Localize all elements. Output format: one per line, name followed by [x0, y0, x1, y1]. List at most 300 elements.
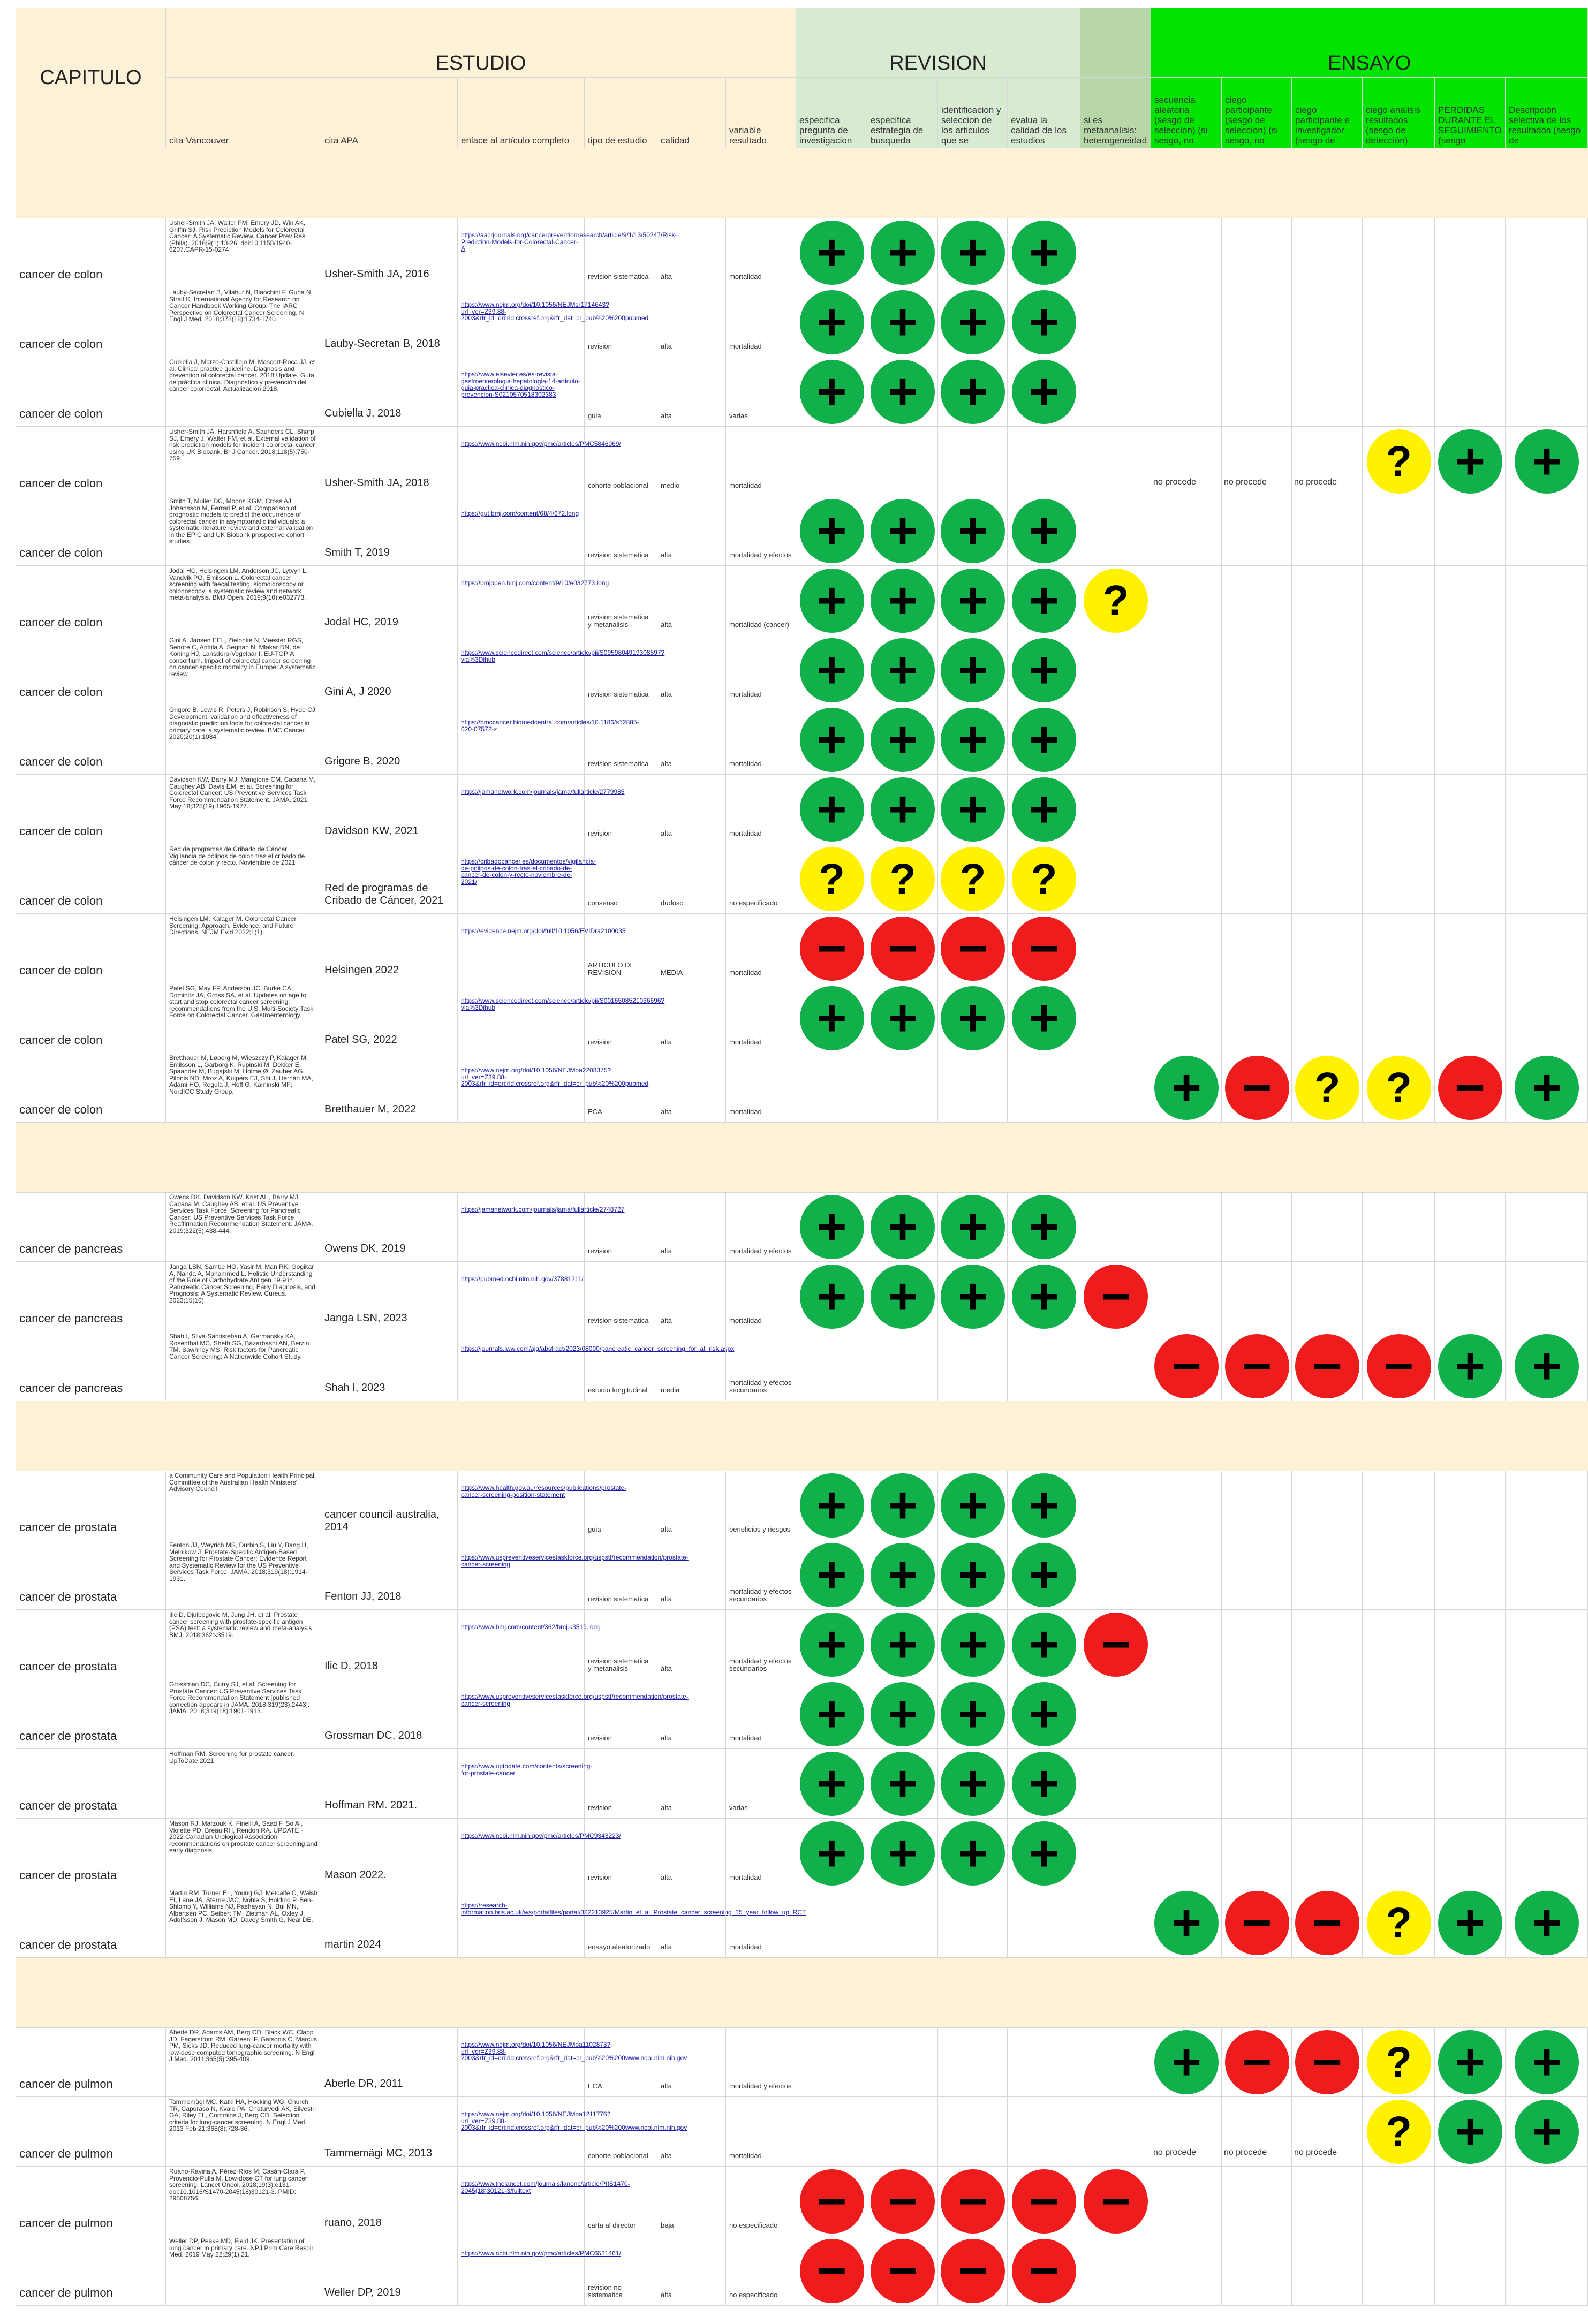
- study-type: revision: [585, 1819, 657, 1888]
- assessment-cell: [796, 2027, 867, 2097]
- article-link[interactable]: https://www.thelancet.com/journals/lanonc/article/PIIS1470-2045(18)30121-3/fulltext: [461, 2180, 630, 2194]
- assessment-cell: [1435, 566, 1506, 635]
- assessment-cell: [1080, 983, 1151, 1053]
- plus-icon: +: [1438, 2100, 1502, 2164]
- assessment-cell: [1008, 2097, 1080, 2167]
- assessment-cell: [1151, 287, 1222, 357]
- assessment-cell: [1363, 1819, 1435, 1888]
- outcome-cell: no especificado: [726, 2236, 796, 2306]
- assessment-cell: [1292, 287, 1363, 357]
- article-link[interactable]: https://jamanetwork.com/journals/jama/fullarticle/2779985: [461, 788, 625, 796]
- assessment-cell: [938, 427, 1008, 496]
- assessment-cell: [1080, 2097, 1151, 2167]
- assessment-cell: [1363, 1331, 1435, 1401]
- assessment-cell: [867, 775, 938, 844]
- assessment-cell: [867, 357, 938, 427]
- chapter-cell: cancer de colon: [16, 218, 166, 287]
- assessment-cell: [867, 2027, 938, 2097]
- assessment-cell: [1506, 1749, 1588, 1819]
- assessment-cell: [867, 287, 938, 357]
- column-header: ciego analisis resultados (sesgo de detección): [1363, 78, 1435, 148]
- outcome-cell: mortalidad: [726, 1679, 796, 1749]
- article-link[interactable]: https://www.nejm.org/doi/10.1056/NEJMoa1102873?url_ver=Z39.88-2003&rfr_id=ori:rid:crossref.org&rfr_dat=cr_pub%20%200www.ncbi.nlm.nih.gov: [461, 2041, 687, 2062]
- vancouver-citation: Fenton JJ, Weyrich MS, Durbin S, Liu Y, Bang H, Melnikow J. Prostate-Specific Antigen-Based Screening for Prostate Cancer: Evidence Report and Systematic Review for the US Preventive Services Task Force. JAMA. 2018;319(18):1914-1931.: [166, 1540, 321, 1610]
- assessment-cell: [1222, 566, 1292, 635]
- assessment-cell: [1080, 1471, 1151, 1540]
- plus-icon: +: [800, 708, 864, 772]
- assessment-cell: [1080, 287, 1151, 357]
- assessment-cell: [1008, 914, 1080, 983]
- chapter-cell: cancer de pancreas: [16, 1192, 166, 1262]
- quality-cell: alta: [657, 566, 726, 635]
- outcome-cell: mortalidad y efectos: [726, 496, 796, 566]
- plus-icon: +: [1515, 1891, 1579, 1955]
- minus-icon: −: [941, 2239, 1005, 2303]
- assessment-cell: [1222, 914, 1292, 983]
- plus-icon: +: [800, 1543, 864, 1607]
- plus-icon: +: [1012, 986, 1076, 1050]
- plus-icon: +: [871, 708, 935, 772]
- article-link[interactable]: https://www.uspreventiveservicestaskforce.org/uspstf/recommendation/prostate-cancer-screening: [461, 1554, 689, 1568]
- assessment-cell: [1292, 2027, 1363, 2097]
- article-link[interactable]: https://pubmed.ncbi.nlm.nih.gov/37881211/: [461, 1275, 584, 1283]
- column-header: cita Vancouver: [166, 78, 321, 148]
- assessment-cell: [1435, 1749, 1506, 1819]
- article-link[interactable]: https://journals.lww.com/ajg/abstract/2023/08000/pancreatic_cancer_screening_for_at_risk.aspx: [461, 1345, 735, 1352]
- assessment-cell: [938, 1192, 1008, 1262]
- chapter-cell: cancer de pulmon: [16, 2167, 166, 2236]
- chapter-cell: cancer de colon: [16, 496, 166, 566]
- minus-icon: −: [1295, 1334, 1359, 1398]
- plus-icon: +: [941, 499, 1005, 563]
- assessment-cell: [1222, 2236, 1292, 2306]
- outcome-cell: mortalidad: [726, 1262, 796, 1331]
- plus-icon: +: [1515, 1056, 1579, 1120]
- assessment-cell: [938, 1331, 1008, 1401]
- outcome-cell: mortalidad: [726, 914, 796, 983]
- assessment-cell: [1292, 775, 1363, 844]
- chapter-cell: cancer de colon: [16, 705, 166, 775]
- assessment-cell: [1506, 566, 1588, 635]
- assessment-cell: [1363, 2027, 1435, 2097]
- assessment-cell: [796, 218, 867, 287]
- assessment-cell: [1292, 1819, 1363, 1888]
- no-procede-label: no procede: [1151, 427, 1222, 496]
- assessment-cell: [1435, 2027, 1506, 2097]
- quality-cell: alta: [657, 1262, 726, 1331]
- outcome-cell: no especificado: [726, 2167, 796, 2236]
- apa-citation: Grossman DC, 2018: [321, 1679, 458, 1749]
- question-icon: ?: [1367, 2030, 1431, 2094]
- plus-icon: +: [1012, 499, 1076, 563]
- chapter-cell: cancer de prostata: [16, 1888, 166, 1958]
- assessment-cell: [796, 1819, 867, 1888]
- assessment-cell: [1363, 775, 1435, 844]
- assessment-cell: [1435, 218, 1506, 287]
- article-link[interactable]: https://www.ncbi.nlm.nih.gov/pmc/articles/PMC6531461/: [461, 2250, 621, 2257]
- header-ensayo: ENSAYO: [1151, 8, 1588, 78]
- column-header: ciego participante e investigador (sesgo de: [1292, 78, 1363, 148]
- assessment-cell: [1506, 844, 1588, 914]
- plus-icon: +: [800, 1613, 864, 1677]
- article-link[interactable]: https://gut.bmj.com/content/68/4/672.long: [461, 510, 579, 517]
- study-type: revision sistematica: [585, 496, 657, 566]
- plus-icon: +: [941, 221, 1005, 285]
- assessment-cell: [938, 1679, 1008, 1749]
- quality-cell: alta: [657, 2027, 726, 2097]
- article-link[interactable]: https://www.nejm.org/doi/10.1056/NEJMoa1211776?url_ver=Z39.88-2003&rfr_id=ori:rid:crossref.org&rfr_dat=cr_pub%20%200www.ncbi.nlm.nih.gov: [461, 2110, 687, 2131]
- plus-icon: +: [941, 290, 1005, 354]
- plus-icon: +: [871, 499, 935, 563]
- section-band: [16, 148, 1588, 218]
- assessment-cell: [1151, 635, 1222, 705]
- plus-icon: +: [800, 986, 864, 1050]
- assessment-cell: [796, 496, 867, 566]
- plus-icon: +: [871, 360, 935, 424]
- article-link[interactable]: https://bmjopen.bmj.com/content/9/10/e032773.long: [461, 579, 609, 587]
- assessment-cell: [1151, 218, 1222, 287]
- assessment-cell: [1435, 775, 1506, 844]
- vancouver-citation: Cubiella J, Marzo-Castillejo M, Mascort-Roca JJ, et al. Clinical practice guideline. Diagnosis and prevention of colorectal cancer. 2018 Update. Guía de práctica clínica. Diagnóstico y prevención del cáncer colorrectal. Actualización 2018.: [166, 357, 321, 427]
- assessment-cell: [796, 983, 867, 1053]
- assessment-cell: [1080, 1888, 1151, 1958]
- plus-icon: +: [1154, 1891, 1219, 1955]
- quality-cell: baja: [657, 2167, 726, 2236]
- assessment-cell: [1008, 2027, 1080, 2097]
- assessment-cell: [1008, 1053, 1080, 1123]
- apa-citation: cancer council australia, 2014: [321, 1471, 458, 1540]
- assessment-cell: [1292, 1192, 1363, 1262]
- article-link[interactable]: https://www.health.gov.au/resources/publications/prostate-cancer-screening-position-statement: [461, 1484, 627, 1498]
- assessment-cell: [1435, 2236, 1506, 2306]
- outcome-cell: mortalidad: [726, 287, 796, 357]
- link-cell: [458, 844, 596, 914]
- assessment-cell: [1080, 2167, 1151, 2236]
- assessment-cell: [1151, 775, 1222, 844]
- apa-citation: Lauby-Secretan B, 2018: [321, 287, 458, 357]
- assessment-cell: [1151, 1471, 1222, 1540]
- assessment-cell: [938, 496, 1008, 566]
- assessment-cell: [1008, 1749, 1080, 1819]
- assessment-cell: [938, 983, 1008, 1053]
- apa-citation: ruano, 2018: [321, 2167, 458, 2236]
- assessment-cell: [938, 705, 1008, 775]
- article-link[interactable]: https://www.sciencedirect.com/science/article/pii/S0959804919308597?via%3Dihub: [461, 649, 665, 663]
- article-link[interactable]: https://www.uspreventiveservicestaskforce.org/uspstf/recommendation/prostate-cancer-screening: [461, 1693, 689, 1707]
- assessment-cell: [938, 1888, 1008, 1958]
- plus-icon: +: [871, 221, 935, 285]
- assessment-cell: [796, 1610, 867, 1679]
- no-procede-label: no procede: [1222, 427, 1292, 496]
- apa-citation: Weller DP, 2019: [321, 2236, 458, 2306]
- assessment-cell: [796, 914, 867, 983]
- link-cell: [458, 1610, 601, 1679]
- assessment-cell: [1008, 1471, 1080, 1540]
- minus-icon: −: [1225, 1056, 1289, 1120]
- chapter-cell: cancer de colon: [16, 635, 166, 705]
- minus-icon: −: [1225, 2030, 1289, 2094]
- plus-icon: +: [941, 360, 1005, 424]
- assessment-cell: [1363, 914, 1435, 983]
- assessment-cell: [1222, 496, 1292, 566]
- study-type: ECA: [585, 2027, 657, 2097]
- outcome-cell: mortalidad: [726, 1819, 796, 1888]
- assessment-cell: [938, 1471, 1008, 1540]
- assessment-cell: [1506, 914, 1588, 983]
- assessment-cell: [1222, 844, 1292, 914]
- assessment-cell: [938, 1610, 1008, 1679]
- assessment-cell: [796, 705, 867, 775]
- assessment-cell: [1008, 775, 1080, 844]
- quality-cell: alta: [657, 357, 726, 427]
- vancouver-citation: Mason RJ, Marzouk K, Finelli A, Saad F, So AI, Violette PD, Breau RH, Rendon RA. UPDATE - 2022 Canadian Urological Association recommendations on prostate cancer screening and early diagnosis.: [166, 1819, 321, 1888]
- assessment-cell: [796, 1679, 867, 1749]
- plus-icon: +: [800, 1473, 864, 1538]
- assessment-cell: [796, 1053, 867, 1123]
- chapter-cell: cancer de colon: [16, 427, 166, 496]
- vancouver-citation: Davidson KW, Barry MJ, Mangione CM, Cabana M, Caughey AB, Davis EM, et al. Screening for Colorectal Cancer: US Preventive Services Task Force Recommendation Statement. JAMA. 2021 May 18;325(19):1965-1977.: [166, 775, 321, 844]
- assessment-cell: [1008, 287, 1080, 357]
- article-link[interactable]: https://evidence.nejm.org/doi/full/10.1056/EVIDra2100035: [461, 927, 626, 935]
- article-link[interactable]: https://www.ncbi.nlm.nih.gov/pmc/articles/PMC9343223/: [461, 1832, 621, 1839]
- column-header: secuencia aleatoria (sesgo de seleccion) (si sesgo, no: [1151, 78, 1222, 148]
- assessment-cell: [867, 566, 938, 635]
- quality-cell: alta: [657, 2236, 726, 2306]
- assessment-cell: [1080, 1819, 1151, 1888]
- study-type: carta al director: [585, 2167, 657, 2236]
- assessment-cell: [1292, 635, 1363, 705]
- question-icon: ?: [1367, 2100, 1431, 2164]
- assessment-cell: [1363, 983, 1435, 1053]
- plus-icon: +: [800, 777, 864, 842]
- assessment-cell: [1292, 218, 1363, 287]
- plus-icon: +: [1012, 1265, 1076, 1329]
- vancouver-citation: Owens DK, Davidson KW, Krist AH, Barry MJ, Cabana M, Caughey AB, et al. US Preventive Services Task Force. Screening for Pancreatic Cancer: US Preventive Services Task Force Reaffirmation Recommendation Statement. JAMA. 2019;322(5):438-444.: [166, 1192, 321, 1262]
- article-link[interactable]: https://www.ncbi.nlm.nih.gov/pmc/articles/PMC5846069/: [461, 440, 621, 448]
- outcome-cell: mortalidad y efectos secundarios: [726, 1610, 796, 1679]
- plus-icon: +: [941, 569, 1005, 633]
- assessment-cell: [1151, 914, 1222, 983]
- vancouver-citation: Shah I, Silva-Santisteban A, Germansky KA, Rosenthal MC, Sheth SG, Bazarbashi AN, Berzin TM, Sawhney MS. Risk factors for Pancreatic Cancer Screening: A Nationwide Cohort Study.: [166, 1331, 321, 1401]
- assessment-cell: [867, 1053, 938, 1123]
- outcome-cell: mortalidad: [726, 635, 796, 705]
- assessment-cell: [1222, 1819, 1292, 1888]
- column-header: calidad: [657, 78, 726, 148]
- quality-cell: alta: [657, 1888, 726, 1958]
- assessment-cell: [1435, 1471, 1506, 1540]
- assessment-cell: [1506, 218, 1588, 287]
- assessment-cell: [1292, 2236, 1363, 2306]
- quality-cell: medio: [657, 427, 726, 496]
- vancouver-citation: Weller DP, Peake MD, Field JK. Presentation of lung cancer in primary care. NPJ Prim Care Respir Med. 2019 May 22;29(1):21.: [166, 2236, 321, 2306]
- article-link[interactable]: https://www.bmj.com/content/362/bmj.k3519.long: [461, 1623, 601, 1631]
- assessment-cell: [1151, 1819, 1222, 1888]
- assessment-cell: [1506, 705, 1588, 775]
- assessment-cell: [1506, 775, 1588, 844]
- assessment-cell: [938, 2236, 1008, 2306]
- assessment-cell: [938, 1749, 1008, 1819]
- vancouver-citation: Red de programas de Cribado de Cáncer. Vigilancia de pólipos de colon tras el cribado de cáncer de colon y recto. Noviembre de 2021: [166, 844, 321, 914]
- assessment-cell: [867, 1540, 938, 1610]
- question-icon: ?: [1367, 1891, 1431, 1955]
- vancouver-citation: Patel SG, May FP, Anderson JC, Burke CA, Dominitz JA, Gross SA, et al. Updates on age to start and stop colorectal cancer screening: recommendations from the U.S. Multi-Society Task Force on Colorectal Cancer. Gastroenterology.: [166, 983, 321, 1053]
- plus-icon: +: [1012, 1682, 1076, 1746]
- apa-citation: Smith T, 2019: [321, 496, 458, 566]
- assessment-cell: [1151, 1888, 1222, 1958]
- study-type: guia: [585, 1471, 657, 1540]
- plus-icon: +: [800, 499, 864, 563]
- plus-icon: +: [1012, 1613, 1076, 1677]
- plus-icon: +: [1012, 569, 1076, 633]
- assessment-cell: [1506, 357, 1588, 427]
- chapter-cell: cancer de prostata: [16, 1679, 166, 1749]
- assessment-cell: [1292, 1262, 1363, 1331]
- question-icon: ?: [871, 847, 935, 911]
- link-cell: [458, 496, 585, 566]
- study-type: revision: [585, 1749, 657, 1819]
- assessment-cell: [1008, 566, 1080, 635]
- apa-citation: Hoffman RM. 2021.: [321, 1749, 458, 1819]
- article-link[interactable]: https://research-information.bris.ac.uk/ws/portalfiles/portal/382213925/Martin_et_al_Prostate_cancer_screening_15_year_follow_up_RCT: [461, 1902, 806, 1916]
- assessment-cell: [1435, 844, 1506, 914]
- column-header: variable resultado: [726, 78, 796, 148]
- plus-icon: +: [1515, 2100, 1579, 2164]
- assessment-cell: [1363, 566, 1435, 635]
- assessment-cell: [1435, 496, 1506, 566]
- quality-cell: alta: [657, 1192, 726, 1262]
- assessment-cell: [1080, 496, 1151, 566]
- plus-icon: +: [1438, 1334, 1502, 1398]
- assessment-cell: [1506, 1053, 1588, 1123]
- assessment-cell: [1080, 635, 1151, 705]
- minus-icon: −: [1225, 1334, 1289, 1398]
- chapter-cell: cancer de prostata: [16, 1819, 166, 1888]
- apa-citation: Aberle DR, 2011: [321, 2027, 458, 2097]
- column-header: ciego participante (sesgo de seleccion) (si sesgo, no: [1222, 78, 1292, 148]
- assessment-cell: [1506, 1888, 1588, 1958]
- assessment-cell: [1151, 1262, 1222, 1331]
- plus-icon: +: [1012, 1195, 1076, 1259]
- column-header: si es metaanalisis: heterogeneidad: [1080, 78, 1151, 148]
- assessment-cell: [1008, 844, 1080, 914]
- article-link[interactable]: https://www.elsevier.es/es-revista-gastroenterologia-hepatologia-14-articulo-guia-practica-clinica-diagnostico-prevencion-S0210570518302383: [461, 370, 580, 398]
- assessment-cell: [1435, 1888, 1506, 1958]
- assessment-cell: [796, 357, 867, 427]
- vancouver-citation: Smith T, Muller DC, Moons KGM, Cross AJ, Johansson M, Ferrari P, et al. Comparison of prognostic models to predict the occurrence of colorectal cancer in asymptomatic individuals: a systematic literature review and external validation in the EPIC and UK Biobank prospective cohort studies.: [166, 496, 321, 566]
- apa-citation: Ilic D, 2018: [321, 1610, 458, 1679]
- outcome-cell: mortalidad y efectos secundarios: [726, 1540, 796, 1610]
- article-link[interactable]: https://www.nejm.org/doi/10.1056/NEJMsr1714643?url_ver=Z39.88-2003&rfr_id=ori:rid:crossref.org&rfr_dat=cr_pub%20%200pubmed: [461, 301, 649, 322]
- plus-icon: +: [871, 569, 935, 633]
- study-type: revision: [585, 1679, 657, 1749]
- assessment-cell: [1506, 2236, 1588, 2306]
- assessment-cell: [1008, 2167, 1080, 2236]
- assessment-cell: [1222, 1749, 1292, 1819]
- assessment-cell: [1435, 1262, 1506, 1331]
- vancouver-citation: Martin RM, Turner EL, Young GJ, Metcalfe C, Walsh EI, Lane JA, Sterne JAC, Noble S, Holding P, Ben-Shlomo Y, Williams NJ, Pashayan N, Bui MN, Albertsen PC, Seibert TM, Zietman AL, Oxley J, Adolfsson J, Mason MD, Davey Smith G, Neal DE.: [166, 1888, 321, 1958]
- no-procede-label: no procede: [1292, 427, 1363, 496]
- plus-icon: +: [941, 1613, 1005, 1677]
- assessment-cell: [1151, 1331, 1222, 1401]
- assessment-cell: [1222, 218, 1292, 287]
- assessment-cell: [1151, 705, 1222, 775]
- assessment-cell: [796, 2097, 867, 2167]
- assessment-cell: [1222, 1053, 1292, 1123]
- article-link[interactable]: https://aacrjournals.org/cancerpreventionresearch/article/9/1/13/50247/Risk-Prediction-Models-for-Colorectal-Cancer-A: [461, 231, 677, 252]
- minus-icon: −: [1154, 1334, 1219, 1398]
- outcome-cell: no especificado: [726, 844, 796, 914]
- outcome-cell: mortalidad: [726, 1888, 796, 1958]
- outcome-cell: mortalidad: [726, 427, 796, 496]
- apa-citation: martin 2024: [321, 1888, 458, 1958]
- article-link[interactable]: https://cribadocancer.es/documentos/vigilancia-de-polipos-de-colon-tras-el-cribado-de-cancer-de-colon-y-recto-noviembre-de-2021/: [461, 858, 596, 885]
- study-type: revision sistematica: [585, 1540, 657, 1610]
- article-link[interactable]: https://bmccancer.biomedcentral.com/articles/10.1186/s12885-020-07572-z: [461, 718, 639, 733]
- assessment-cell: [938, 844, 1008, 914]
- column-header: tipo de estudio: [585, 78, 657, 148]
- outcome-cell: mortalidad: [726, 775, 796, 844]
- minus-icon: −: [1084, 1265, 1148, 1329]
- article-link[interactable]: https://jamanetwork.com/journals/jama/fullarticle/2748727: [461, 1206, 625, 1213]
- assessment-cell: [1363, 1471, 1435, 1540]
- assessment-cell: [1506, 635, 1588, 705]
- assessment-cell: [1506, 2167, 1588, 2236]
- minus-icon: −: [871, 2239, 935, 2303]
- quality-cell: alta: [657, 983, 726, 1053]
- assessment-cell: [1506, 2097, 1588, 2167]
- assessment-cell: [867, 914, 938, 983]
- assessment-cell: [1080, 1610, 1151, 1679]
- assessment-cell: [1363, 427, 1435, 496]
- plus-icon: +: [941, 1821, 1005, 1886]
- quality-cell: alta: [657, 705, 726, 775]
- outcome-cell: mortalidad: [726, 2097, 796, 2167]
- plus-icon: +: [871, 1265, 935, 1329]
- minus-icon: −: [1012, 917, 1076, 981]
- no-procede-label: no procede: [1292, 2097, 1363, 2167]
- article-link[interactable]: https://www.sciencedirect.com/science/article/pii/S0016508521036696?via%3Dihub: [461, 997, 665, 1011]
- assessment-cell: [1435, 427, 1506, 496]
- vancouver-citation: Gini A, Jansen EEL, Zielonke N, Meester RGS, Senore C, Anttila A, Segnan N, Mlakar DN, de Koning HJ, Lansdorp-Vogelaar I; EU-TOPIA consortium. Impact of colorectal cancer screening on cancer-specific mortality in Europe: A systematic review.: [166, 635, 321, 705]
- assessment-cell: [1363, 1749, 1435, 1819]
- assessment-cell: [1292, 496, 1363, 566]
- vancouver-citation: Janga LSN, Sambe HG, Yasir M, Man RK, Gogikar A, Nanda A, Mohammed L. Holistic Understanding of the Role of Carbohydrate Antigen 19-9 in Pancreatic Cancer Screening, Early Diagnosis, and Prognosis: A Systematic Review. Cureus. 2023;15(10).: [166, 1262, 321, 1331]
- assessment-cell: [1435, 2167, 1506, 2236]
- article-link[interactable]: https://www.nejm.org/doi/10.1056/NEJMoa2208375?url_ver=Z39.88-2003&rfr_id=ori:rid:crossref.org&rfr_dat=cr_pub%20%200pubmed: [461, 1066, 649, 1087]
- plus-icon: +: [800, 360, 864, 424]
- chapter-cell: cancer de pulmon: [16, 2236, 166, 2306]
- article-link[interactable]: https://www.uptodate.com/contents/screening-for-prostate-cancer: [461, 1762, 593, 1777]
- quality-cell: alta: [657, 775, 726, 844]
- quality-cell: alta: [657, 496, 726, 566]
- assessment-cell: [1008, 983, 1080, 1053]
- outcome-cell: varias: [726, 357, 796, 427]
- assessment-cell: [1008, 635, 1080, 705]
- plus-icon: +: [1012, 1543, 1076, 1607]
- assessment-cell: [1363, 705, 1435, 775]
- quality-cell: alta: [657, 1819, 726, 1888]
- plus-icon: +: [941, 1265, 1005, 1329]
- assessment-cell: [1151, 2027, 1222, 2097]
- minus-icon: −: [941, 917, 1005, 981]
- study-type: revision sistematica: [585, 218, 657, 287]
- assessment-cell: [1363, 1888, 1435, 1958]
- study-type: revision sistematica: [585, 705, 657, 775]
- plus-icon: +: [1012, 290, 1076, 354]
- assessment-cell: [1292, 1679, 1363, 1749]
- study-type: cohorte poblacional: [585, 2097, 657, 2167]
- vancouver-citation: Ilic D, Djulbegovic M, Jung JH, et al. Prostate cancer screening with prostate-specific antigen (PSA) test: a systematic review and meta-analysis. BMJ. 2018;362:k3519.: [166, 1610, 321, 1679]
